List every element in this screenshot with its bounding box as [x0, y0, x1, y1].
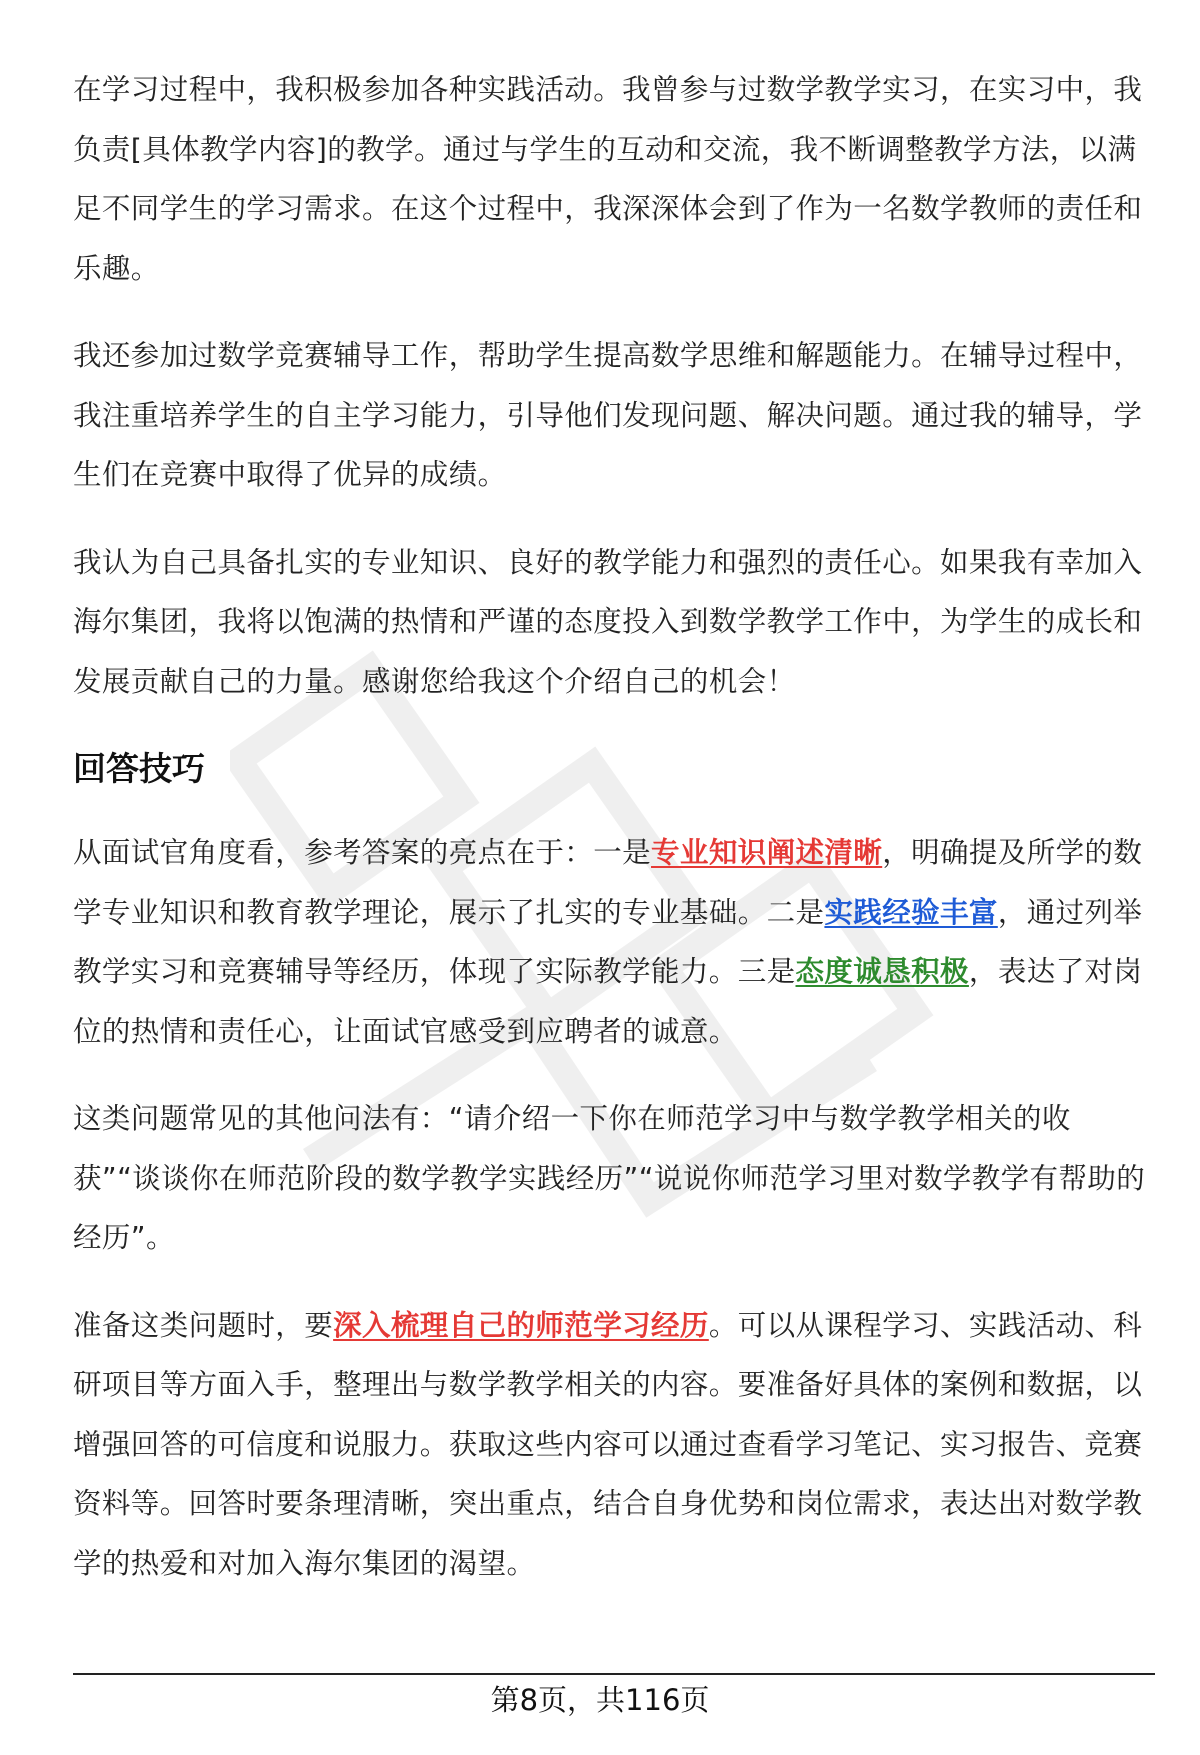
tips-text: 从面试官角度看，参考答案的亮点在于：一是: [73, 836, 652, 869]
tips-text: ，通过列举教学实习和竞赛辅导等经历，体现了实际教学能力。三是: [73, 895, 1143, 988]
tips-text: 准备这类问题时，要: [73, 1308, 334, 1342]
intro-paragraph-2: 我还参加过数学竞赛辅导工作，帮助学生提高数学思维和解题能力。在辅导过程中，我注重培养学生的自主学习能力，引导他们发现问题、解决问题。通过我的辅导，学生们在竞赛中取得了优异的成绩。: [73, 339, 1143, 491]
tips-text: ，表达了对岗位的热情和责任心，让面试官感受到应聘者的诚意。: [73, 955, 1143, 1048]
highlight-review-experience: 深入梳理自己的师范学习经历: [333, 1308, 709, 1342]
highlight-practice-experience: 实践经验丰富: [824, 895, 998, 929]
section-heading: 回答技巧: [73, 749, 205, 788]
highlight-attitude: 态度诚恳积极: [795, 955, 969, 988]
tips-paragraph-1: [73, 823, 1148, 1061]
intro-paragraph-3: 我认为自己具备扎实的专业知识、良好的教学能力和强烈的责任心。如果我有幸加入海尔集团，我将以饱满的热情和严谨的态度投入到数学教学工作中，为学生的成长和发展贡献自己的力量。感谢您给我这个介绍自己的机会！: [73, 545, 1143, 698]
intro-paragraph-1: 在学习过程中，我积极参加各种实践活动。我曾参与过数学教学实习，在实习中，我负责[具体教学内容]的教学。通过与学生的互动和交流，我不断调整教学方法，以满足不同学生的学习需求。在这个过程中，我深深体会到了作为一名数学教师的责任和乐趣。: [73, 73, 1143, 285]
tips-text: ，明确提及所学的数学专业知识和教育教学理论，展示了扎实的专业基础。二是: [73, 836, 1143, 929]
page-number: 第8页，共116页: [490, 1683, 710, 1717]
tips-paragraph-2: 这类问题常见的其他问法有：“请介绍一下你在师范学习中与数学教学相关的收获”“谈谈你在师范阶段的数学教学实践经历”“说说你师范学习里对数学教学有帮助的经历”。: [73, 1102, 1146, 1254]
document-page: [73, 60, 1148, 1621]
tips-paragraph-3: [73, 1296, 1148, 1594]
footer-divider: [73, 1673, 1155, 1675]
tips-text: 。可以从课程学习、实践活动、科研项目等方面入手，整理出与数学教学相关的内容。要准备好具体的案例和数据，以增强回答的可信度和说服力。获取这些内容可以通过查看学习笔记、实习报告、竞赛资料等。回答时要条理清晰，突出重点，结合自身优势和岗位需求，表达出对数学教学的热爱和对加入海尔集团的渴望。: [73, 1308, 1143, 1580]
highlight-professional-knowledge: 专业知识阐述清晰: [651, 836, 883, 869]
